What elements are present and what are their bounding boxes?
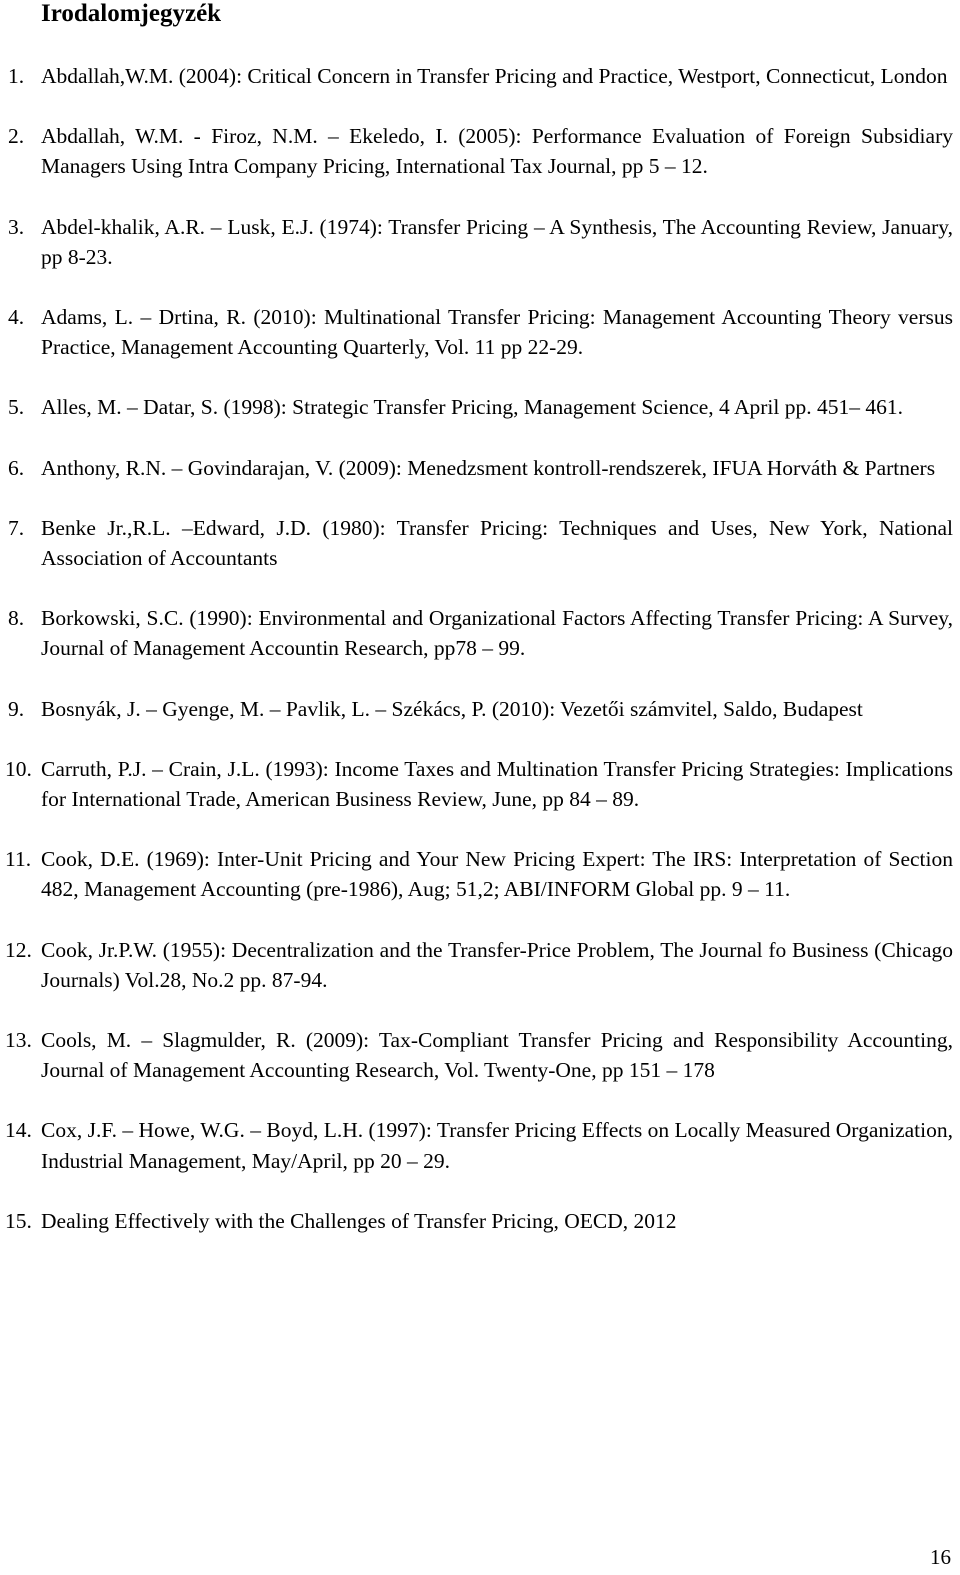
reference-text: Alles, M. – Datar, S. (1998): Strategic Transfer Pricing, Management Science, 4 April pp. 451– 461. bbox=[41, 395, 903, 420]
reference-text: Cook, Jr.P.W. (1955): Decentralization and the Transfer-Price Problem, The Journal fo Business (Chicago Journals) Vol.28, No.2 pp. 87-94. bbox=[41, 937, 953, 992]
reference-number: 7. bbox=[8, 515, 25, 540]
page-title: Irodalomjegyzék bbox=[41, 0, 222, 27]
reference-list bbox=[0, 61, 960, 1266]
reference-item bbox=[0, 694, 953, 724]
reference-text: Adams, L. – Drtina, R. (2010): Multinational Transfer Pricing: Management Accounting Theory versus Practice, Management Accounting Quarterly, Vol. 11 pp 22-29. bbox=[41, 305, 953, 360]
reference-text: Cook, D.E. (1969): Inter-Unit Pricing and Your New Pricing Expert: The IRS: Interpretation of Section 482, Management Accounting (pre-1986), Aug; 51,2; ABI/INFORM Global pp. 9 – 11. bbox=[41, 847, 953, 902]
reference-number: 11. bbox=[5, 847, 32, 872]
reference-item bbox=[0, 453, 953, 483]
reference-number: 3. bbox=[8, 214, 25, 239]
page-number: 16 bbox=[930, 1545, 951, 1569]
reference-item bbox=[0, 212, 953, 272]
reference-item bbox=[0, 302, 953, 362]
reference-item bbox=[0, 1115, 953, 1175]
reference-number: 15. bbox=[5, 1208, 32, 1233]
reference-item bbox=[0, 844, 953, 904]
reference-item bbox=[0, 61, 953, 91]
reference-item bbox=[0, 754, 953, 814]
reference-item bbox=[0, 1025, 953, 1085]
reference-text: Benke Jr.,R.L. –Edward, J.D. (1980): Transfer Pricing: Techniques and Uses, New York, National Association of Accountants bbox=[41, 515, 953, 571]
reference-item bbox=[0, 603, 953, 663]
reference-text: Anthony, R.N. – Govindarajan, V. (2009): Menedzsment kontroll-rendszerek, IFUA Horváth & Partners bbox=[41, 455, 936, 480]
reference-item bbox=[0, 392, 953, 422]
reference-text: Abdallah,W.M. (2004): Critical Concern in Transfer Pricing and Practice, Westport, Connecticut, London bbox=[41, 64, 948, 88]
reference-text: Carruth, P.J. – Crain, J.L. (1993): Income Taxes and Multination Transfer Pricing Strategies: Implications for International Trade, American Business Review, June, pp 84 – 89. bbox=[41, 756, 953, 812]
reference-text: Borkowski, S.C. (1990): Environmental and Organizational Factors Affecting Transfer Pricing: A Survey, Journal of Management Accountin Research, pp78 – 99. bbox=[41, 606, 953, 661]
reference-number: 12. bbox=[5, 937, 32, 962]
reference-item bbox=[0, 121, 953, 181]
reference-number: 9. bbox=[8, 696, 25, 721]
reference-item bbox=[0, 1206, 953, 1236]
reference-number: 10. bbox=[5, 756, 32, 781]
reference-number: 13. bbox=[5, 1028, 32, 1053]
reference-number: 2. bbox=[8, 124, 25, 149]
reference-text: Cools, M. – Slagmulder, R. (2009): Tax-Compliant Transfer Pricing and Responsibility Accounting, Journal of Management Accounting Research, Vol. Twenty-One, pp 151 – 178 bbox=[41, 1028, 953, 1083]
reference-text: Abdel-khalik, A.R. – Lusk, E.J. (1974): Transfer Pricing – A Synthesis, The Accounting Review, January, pp 8-23. bbox=[41, 214, 953, 269]
reference-text: Dealing Effectively with the Challenges of Transfer Pricing, OECD, 2012 bbox=[41, 1208, 677, 1233]
reference-number: 4. bbox=[8, 305, 25, 330]
reference-number: 5. bbox=[8, 395, 25, 420]
reference-number: 1. bbox=[8, 64, 25, 88]
reference-number: 8. bbox=[8, 606, 25, 631]
reference-text: Cox, J.F. – Howe, W.G. – Boyd, L.H. (1997): Transfer Pricing Effects on Locally Measured Organization, Industrial Management, May/April, pp 20 – 29. bbox=[41, 1118, 953, 1173]
reference-text: Bosnyák, J. – Gyenge, M. – Pavlik, L. – Székács, P. (2010): Vezetői számvitel, Saldo, Budapest bbox=[41, 696, 863, 721]
reference-number: 14. bbox=[5, 1118, 32, 1143]
reference-item bbox=[0, 935, 953, 995]
reference-number: 6. bbox=[8, 455, 25, 480]
reference-item bbox=[0, 513, 953, 573]
reference-text: Abdallah, W.M. - Firoz, N.M. – Ekeledo, I. (2005): Performance Evaluation of Foreign Subsidiary Managers Using Intra Company Pricing, International Tax Journal, pp 5 – 12. bbox=[41, 124, 953, 179]
